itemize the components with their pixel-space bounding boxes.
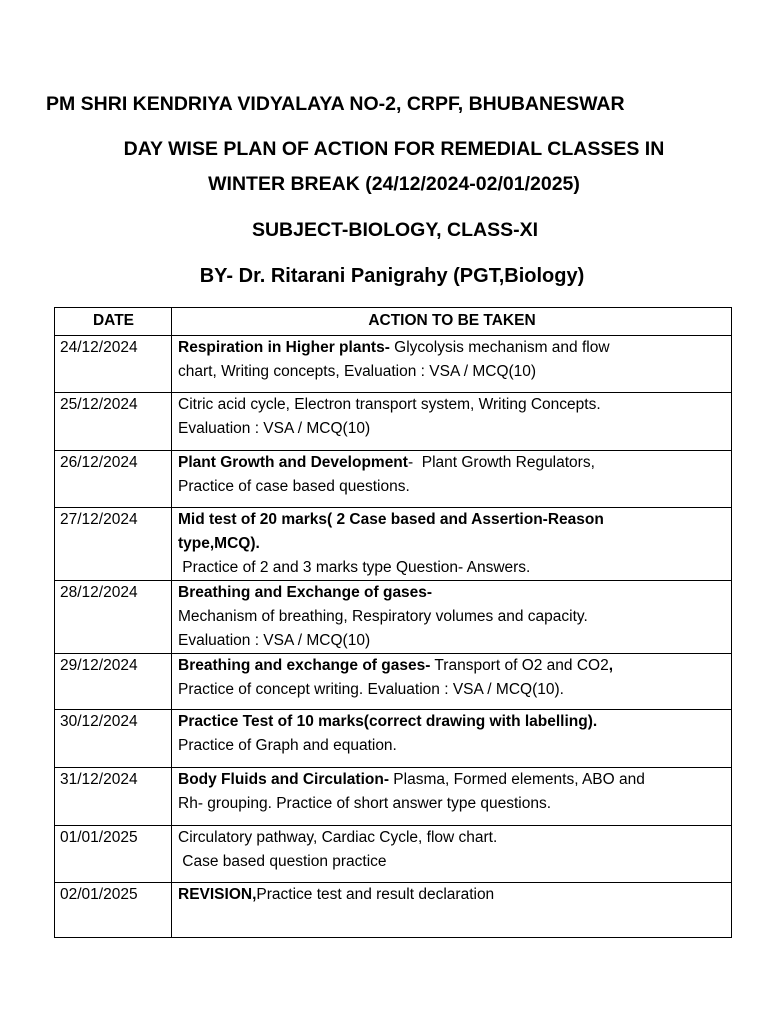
action-line [178, 417, 727, 441]
action-line [178, 451, 727, 475]
action-detail-text: Practice test and result declaration [256, 886, 495, 903]
action-detail-text: Rh- grouping. Practice of short answer type questions. [178, 795, 552, 812]
action-topic-text: Plant Growth and Development [178, 454, 408, 471]
action-line [178, 629, 727, 653]
action-line [178, 556, 727, 580]
table-row [55, 883, 732, 938]
table-row [55, 654, 732, 710]
table-body [55, 336, 732, 938]
action-line [178, 532, 727, 556]
action-detail-text: Practice of concept writing. Evaluation : VSA / MCQ(10). [178, 681, 564, 698]
action-detail-text: Mechanism of breathing, Respiratory volumes and capacity. [178, 608, 588, 625]
row-date: 24/12/2024 [55, 336, 172, 393]
row-action [172, 393, 732, 451]
row-date: 27/12/2024 [55, 508, 172, 581]
plan-title-line-2: WINTER BREAK (24/12/2024-02/01/2025) [208, 173, 580, 195]
action-detail-text: Evaluation : VSA / MCQ(10) [178, 420, 371, 437]
row-date: 01/01/2025 [55, 826, 172, 883]
action-line [178, 850, 727, 874]
action-topic-text: Respiration in Higher plants- [178, 339, 390, 356]
row-date: 26/12/2024 [55, 451, 172, 508]
action-topic-text: Breathing and exchange of gases- [178, 657, 431, 674]
action-line [178, 336, 727, 360]
action-detail-text: chart, Writing concepts, Evaluation : VSA / MCQ(10) [178, 363, 537, 380]
action-line [178, 605, 727, 629]
row-date: 29/12/2024 [55, 654, 172, 710]
action-line [178, 826, 727, 850]
row-action [172, 451, 732, 508]
action-detail-text: Practice of Graph and equation. [178, 737, 397, 754]
action-line [178, 883, 727, 907]
row-action [172, 768, 732, 826]
action-line [178, 768, 727, 792]
plan-title-line-1: DAY WISE PLAN OF ACTION FOR REMEDIAL CLASSES IN [123, 138, 665, 160]
action-line [178, 581, 727, 605]
action-line [178, 475, 727, 499]
row-action [172, 826, 732, 883]
action-line [178, 710, 727, 734]
action-detail-text: Case based question practice [178, 853, 387, 870]
row-date: 02/01/2025 [55, 883, 172, 938]
action-topic-text: Body Fluids and Circulation- [178, 771, 389, 788]
action-detail-text: Practice of 2 and 3 marks type Question- Answers. [178, 559, 531, 576]
action-line [178, 734, 727, 758]
school-title: PM SHRI KENDRIYA VIDYALAYA NO-2, CRPF, BHUBANESWAR [46, 93, 625, 115]
row-action [172, 336, 732, 393]
action-line [178, 393, 727, 417]
action-detail-text: Evaluation : VSA / MCQ(10) [178, 632, 371, 649]
table-row [55, 581, 732, 654]
table-row [55, 336, 732, 393]
table-row [55, 508, 732, 581]
row-action [172, 883, 732, 938]
action-topic-text: Breathing and Exchange of gases- [178, 584, 433, 601]
subject-class-line: SUBJECT-BIOLOGY, CLASS-XI [251, 219, 539, 241]
action-topic-text: type,MCQ). [178, 535, 260, 552]
remedial-plan-table [54, 307, 732, 938]
action-line [178, 508, 727, 532]
action-detail-text: Practice of case based questions. [178, 478, 410, 495]
action-detail-text: - Plant Growth Regulators, [407, 454, 595, 471]
action-topic-text: , [608, 657, 614, 674]
action-detail-text: Circulatory pathway, Cardiac Cycle, flow chart. [178, 829, 498, 846]
action-line [178, 360, 727, 384]
row-date: 25/12/2024 [55, 393, 172, 451]
table-row [55, 451, 732, 508]
row-date: 30/12/2024 [55, 710, 172, 768]
table-row [55, 710, 732, 768]
table-row [55, 768, 732, 826]
table-header-row [55, 308, 732, 336]
row-action [172, 508, 732, 581]
teacher-line: BY- Dr. Ritarani Panigrahy (PGT,Biology) [199, 265, 585, 287]
row-action [172, 710, 732, 768]
date-column-header: DATE [55, 308, 172, 336]
row-action [172, 581, 732, 654]
row-date: 31/12/2024 [55, 768, 172, 826]
row-date: 28/12/2024 [55, 581, 172, 654]
action-detail-text: Glycolysis mechanism and flow [389, 339, 610, 356]
action-detail-text: Transport of O2 and CO2 [430, 657, 609, 674]
action-line [178, 792, 727, 816]
action-column-header: ACTION TO BE TAKEN [172, 308, 732, 336]
action-topic-text: Mid test of 20 marks( 2 Case based and Assertion-Reason [178, 511, 604, 528]
table-row [55, 393, 732, 451]
row-action [172, 654, 732, 710]
table-row [55, 826, 732, 883]
action-topic-text: REVISION, [178, 886, 257, 903]
action-detail-text: Plasma, Formed elements, ABO and [388, 771, 645, 788]
action-detail-text: Citric acid cycle, Electron transport system, Writing Concepts. [178, 396, 601, 413]
action-line [178, 654, 727, 678]
action-topic-text: Practice Test of 10 marks(correct drawing with labelling). [178, 713, 598, 730]
action-line [178, 678, 727, 702]
